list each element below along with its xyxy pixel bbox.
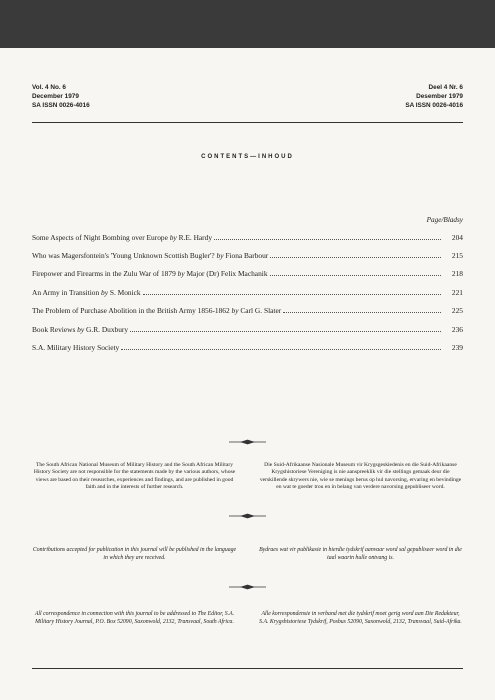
toc-page: 204 [451,233,463,242]
toc-by: by [177,269,185,278]
toc-author: G.R. Duxbury [84,325,129,334]
toc-page: 215 [451,251,463,260]
disclaimer-af: Die Suid-Afrikaanse Nasionale Museum vir Krygsgeskiedenis en die Suid-Afrikaanse Krygshistoriese Vereniging is nie aanspreeklik vir die stellings gemaak deur die verskillende skrywers nie, wie se menings berus op hul navorsing, ervaring en bevindinge en wat te goeder trou en in belang van verdere navorsing gepubliseer word. [259,462,462,491]
volume-af: Deel 4 Nr. 6 [428,84,463,91]
page-column-label: Page/Bladsy [426,216,463,224]
toc-entry[interactable] [32,269,463,279]
date-af: Desember 1979 [416,93,463,100]
toc-author: Carl G. Slater [238,306,282,315]
toc-leader [130,331,441,332]
ornament-divider [0,584,495,590]
footer-rule [32,668,463,669]
contributions-af: Bydraes wat vir publikasie in hierdie tydskrif aanvaar word sal gepubliseer word in die taal waarin hulle ontvang is. [259,547,462,561]
ornament-divider [0,439,495,445]
header-right [405,83,463,110]
header-left [32,83,90,110]
journal-page [0,48,495,700]
toc-title: Firepower and Firearms in the Zulu War of 1879 [32,269,178,278]
toc-leader [121,349,441,350]
toc-leader [283,312,441,313]
disclaimer-en: The South African National Museum of Military History and the South African Military History Society are not responsible for the statements made by the various authors, whose views are based on their researches, experiences and findings, and are published in good faith and in the interests of further research. [33,462,236,491]
toc-leader [214,239,441,240]
toc-page: 225 [451,306,463,315]
toc-author: S. Monick [107,288,141,297]
toc-page: 221 [451,288,463,297]
toc-entry[interactable] [32,306,463,316]
toc-title: S.A. Military History Society [32,343,120,352]
correspondence-en: All correspondence in connection with this journal to be addressed to The Editor, S.A. Military History Journal, P.O. Box 52090, Saxonwold, 2132, Transvaal, South Africa. [34,611,235,625]
toc-by: by [216,251,224,260]
toc-entry[interactable] [32,288,463,298]
toc-author: R.E. Hardy [176,233,213,242]
toc-page: 239 [451,343,463,352]
toc-title: The Problem of Purchase Abolition in the British Army 1856-1862 [32,306,232,315]
volume-en: Vol. 4 No. 6 [32,84,66,91]
toc-by: by [169,233,177,242]
toc-title: Some Aspects of Night Bombing over Europe [32,233,170,242]
contributions-en: Contributions accepted for publication in this journal will be published in the language in which they are received. [32,547,237,561]
toc-entry[interactable] [32,343,463,353]
toc-by: by [101,288,108,297]
toc-leader [270,275,441,276]
toc-title: Who was Magersfontein's 'Young Unknown Scottish Bugler'? [32,251,217,260]
toc-leader [143,294,441,295]
toc-title: Book Reviews [32,325,78,334]
date-en: December 1979 [32,93,79,100]
toc-page: 236 [451,325,463,334]
toc-author: Major (Dr) Felix Machanik [184,269,268,278]
toc-entry[interactable] [32,233,463,243]
issn-af: SA ISSN 0026-4016 [405,102,463,109]
correspondence-af: Alle korrespondensie in verband met die tydskrif moet gerig word aan Die Redakteur, S.A. Krygshistoriese Tydskrif, Posbus 52090, Saxonwold, 2132, Transvaal, Suid-Afrika. [259,611,462,625]
toc-entry[interactable] [32,325,463,335]
ornament-divider [0,513,495,519]
toc-by: by [231,306,239,315]
toc-leader [270,257,441,258]
issn-en: SA ISSN 0026-4016 [32,102,90,109]
header-rule [32,122,463,123]
toc-by: by [77,325,85,334]
toc-author: Fiona Barbour [223,251,269,260]
toc-title: An Army in Transition [32,288,101,297]
contents-title: CONTENTS—INHOUD [201,154,294,160]
toc-entry[interactable] [32,251,463,261]
toc-page: 218 [451,269,463,278]
